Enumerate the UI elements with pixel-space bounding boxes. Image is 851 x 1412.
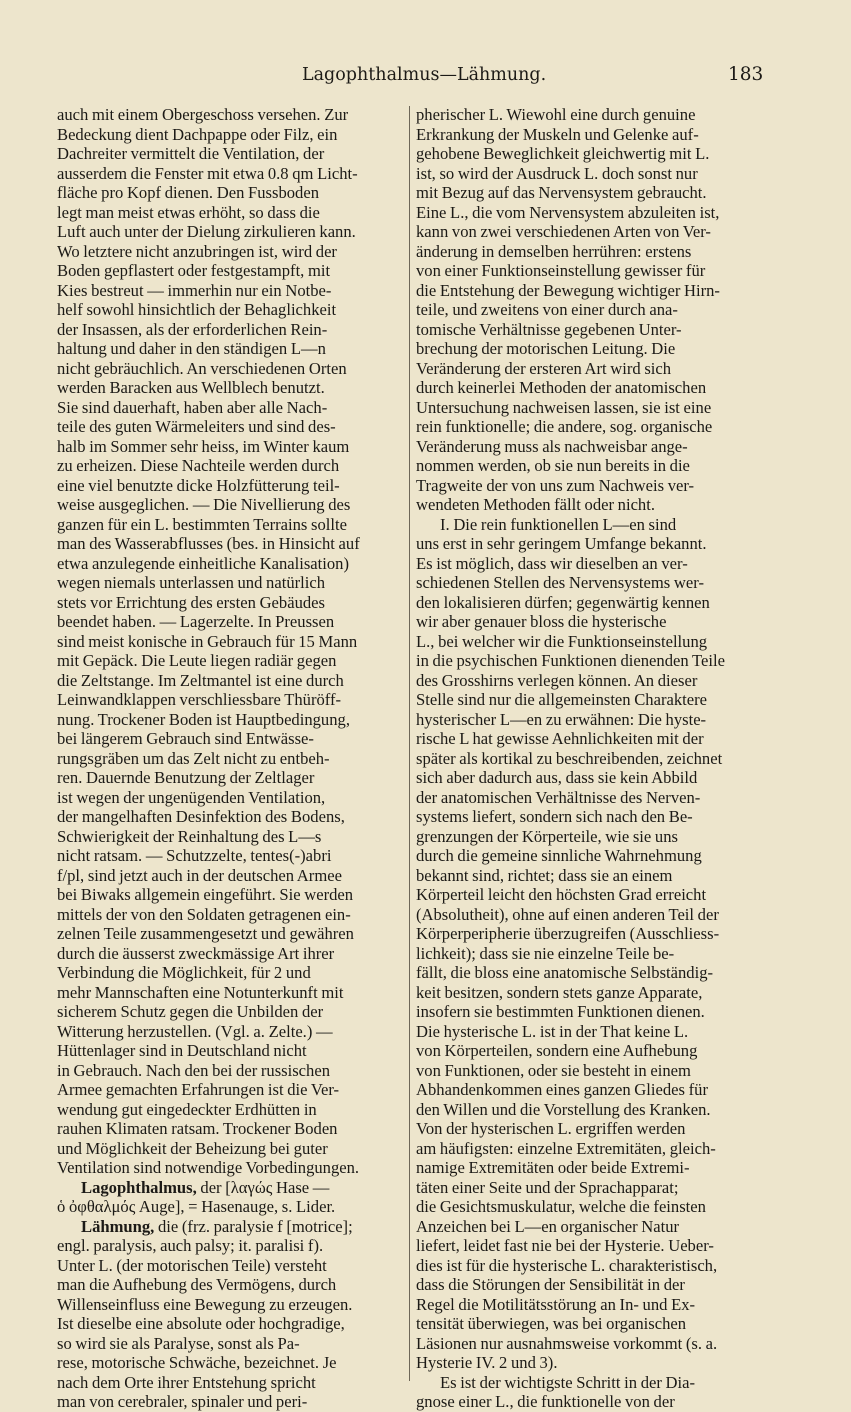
line-text: grenzungen der Körperteile, wie sie uns [416, 826, 678, 846]
line-text: zu erheizen. Diese Nachteile werden durch [57, 456, 340, 475]
line-text: wendeten Methoden fällt oder nicht. [416, 495, 655, 514]
line-text: rische L hat gewisse Aehnlichkeiten mit der [416, 729, 704, 748]
line-text: Schwierigkeit der Reinhaltung des L—s [57, 826, 322, 846]
text-line [57, 281, 404, 301]
text-line [57, 554, 404, 574]
line-text: in Gebrauch. Nach den bei der russischen [57, 1060, 331, 1080]
line-text: Wo letztere nicht anzubringen ist, wird der [57, 241, 337, 261]
line-text: sicherem Schutz gegen die Unbilden der [57, 1002, 324, 1021]
text-line [416, 1061, 764, 1081]
line-text: nach dem Orte ihrer Entstehung spricht [57, 1372, 316, 1392]
text-line [416, 554, 764, 574]
line-text: fläche pro Kopf dienen. Den Fussboden [57, 183, 320, 202]
text-line [57, 807, 404, 827]
text-line [416, 242, 764, 262]
line-text: auch mit einem Obergeschoss versehen. Zur [57, 105, 349, 124]
line-text: mittels der von den Soldaten getragenen ein- [57, 904, 351, 924]
text-line [416, 183, 764, 203]
line-text: fällt, die bloss eine anatomische Selbständig- [416, 963, 714, 982]
right-column [416, 105, 764, 1412]
line-text: liefert, leidet fast nie bei der Hysterie. Ueber- [416, 1236, 714, 1255]
line-text: Sie sind dauerhaft, haben aber alle Nach- [57, 397, 328, 417]
text-line [416, 203, 764, 223]
text-line [416, 788, 764, 808]
text-line [57, 710, 404, 730]
text-line [57, 203, 404, 223]
text-line [57, 1041, 404, 1061]
line-text: Abhandenkommen eines ganzen Gliedes für [416, 1080, 708, 1099]
text-line [416, 573, 764, 593]
entry-line [57, 1217, 404, 1237]
line-text: stets vor Errichtung des ersten Gebäudes [57, 592, 325, 612]
text-line [416, 1392, 764, 1412]
line-text: nicht gebräuchlich. An verschiedenen Orten [57, 358, 347, 378]
text-line [416, 1197, 764, 1217]
line-text: Leinwandklappen verschliessbare Thüröff- [57, 690, 342, 709]
line-text: I. Die rein funktionellen L—en sind [440, 514, 677, 534]
text-line [416, 1295, 764, 1315]
text-line [416, 456, 764, 476]
line-text: kann von zwei verschiedenen Arten von Ver- [416, 222, 711, 241]
line-text: insofern sie bestimmten Funktionen dienen. [416, 1002, 705, 1021]
line-text: Hüttenlager sind in Deutschland nicht [57, 1041, 307, 1060]
text-line [416, 125, 764, 145]
line-text: werden Baracken aus Wellblech benutzt. [57, 378, 325, 397]
line-text: Bedeckung dient Dachpappe oder Filz, ein [57, 124, 338, 144]
line-text: Tragweite der von uns zum Nachweis ver- [416, 475, 695, 495]
line-text: den lokalisieren dürfen; gegenwärtig kennen [416, 592, 710, 612]
line-text: der mangelhaften Desinfektion des Bodens, [57, 807, 345, 826]
line-text: den Willen und die Vorstellung des Kranken. [416, 1099, 711, 1119]
text-line [57, 105, 404, 125]
text-line [416, 768, 764, 788]
line-text: Boden gepflastert oder festgestampft, mit [57, 261, 331, 280]
line-text: haltung und daher in den ständigen L—n [57, 339, 326, 358]
text-line [57, 261, 404, 281]
line-text: lichkeit); dass sie nie einzelne Teile be- [416, 943, 675, 963]
text-line [57, 768, 404, 788]
text-line [416, 671, 764, 691]
text-line [57, 983, 404, 1003]
text-line [57, 417, 404, 437]
text-line [57, 1100, 404, 1120]
text-line [57, 222, 404, 242]
text-line [57, 885, 404, 905]
text-line [57, 437, 404, 457]
line-text: beendet haben. — Lagerzelte. In Preussen [57, 612, 335, 631]
text-line [57, 846, 404, 866]
text-line [416, 710, 764, 730]
text-line [416, 1314, 764, 1334]
text-line [416, 924, 764, 944]
left-column [57, 105, 404, 1412]
line-text: Veränderung der ersteren Art wird sich [416, 358, 672, 378]
text-line [416, 437, 764, 457]
text-line [416, 1100, 764, 1120]
line-text: rungsgräben um das Zelt nicht zu entbeh- [57, 748, 330, 768]
text-line [57, 183, 404, 203]
text-line [57, 827, 404, 847]
text-line [57, 944, 404, 964]
line-text: uns erst in sehr geringem Umfange bekannt. [416, 534, 707, 553]
line-text: Von der hysterischen L. ergriffen werden [416, 1119, 686, 1138]
line-text: etwa anzulegende einheitliche Kanalisation) [57, 553, 349, 573]
line-text: hysterischer L—en zu erwähnen: Die hyste- [416, 709, 707, 729]
text-line [57, 476, 404, 496]
text-line [57, 749, 404, 769]
line-text: wendung gut eingedeckter Erdhütten in [57, 1099, 317, 1119]
text-line [57, 905, 404, 925]
line-text: Ventilation sind notwendige Vorbedingungen. [57, 1158, 360, 1177]
line-text: und Möglichkeit der Beheizung bei guter [57, 1138, 328, 1158]
line-text: von Körperteilen, sondern eine Aufhebung [416, 1041, 698, 1060]
text-line [416, 632, 764, 652]
line-text: legt man meist etwas erhöht, so dass die [57, 202, 320, 222]
line-text: ist, so wird der Ausdruck L. doch sonst nur [416, 163, 698, 183]
headword: Lagophthalmus, [81, 1177, 197, 1197]
line-text: Armee gemachten Erfahrungen ist die Ver- [57, 1080, 340, 1099]
text-line [416, 846, 764, 866]
line-text: eine viel benutzte dicke Holzfütterung teil- [57, 475, 340, 495]
text-line [57, 788, 404, 808]
text-line [416, 866, 764, 886]
line-text: wegen niemals unterlassen und natürlich [57, 573, 326, 592]
text-line [57, 1373, 404, 1393]
line-text: ren. Dauernde Benutzung der Zeltlager [57, 768, 315, 787]
text-line [57, 729, 404, 749]
text-line [57, 534, 404, 554]
text-line [416, 593, 764, 613]
headword: Lähmung, [81, 1216, 155, 1236]
text-line [416, 476, 764, 496]
text-line [57, 1275, 404, 1295]
text-line [416, 905, 764, 925]
text-line [57, 1197, 404, 1217]
line-text: die Zeltstange. Im Zeltmantel ist eine durch [57, 670, 344, 690]
text-line [57, 1002, 404, 1022]
text-line [416, 944, 764, 964]
line-text: wir aber genauer bloss die hysterische [416, 612, 667, 631]
line-text: engl. paralysis, auch palsy; it. paralisi f). [57, 1236, 324, 1255]
text-line [416, 827, 764, 847]
text-line [416, 983, 764, 1003]
line-text: sind meist konische in Gebrauch für 15 Mann [57, 631, 358, 651]
text-line [57, 359, 404, 379]
line-text: des Grosshirns verlegen können. An dieser [416, 670, 698, 690]
line-text: helf sowohl hinsichtlich der Behaglichkeit [57, 300, 337, 319]
line-text: systems liefert, sondern sich nach den Be- [416, 807, 693, 826]
line-text: Luft auch unter der Dielung zirkulieren kann. [57, 222, 356, 241]
text-line [416, 1373, 764, 1393]
text-line [57, 398, 404, 418]
text-line [416, 729, 764, 749]
text-line [416, 1119, 764, 1139]
line-text: rese, motorische Schwäche, bezeichnet. Je [57, 1353, 337, 1372]
line-text: der Insassen, als der erforderlichen Rein- [57, 319, 328, 339]
text-line [57, 1061, 404, 1081]
line-text: f/pl, sind jetzt auch in der deutschen Armee [57, 865, 342, 885]
line-text: ist wegen der ungenügenden Ventilation, [57, 787, 326, 807]
text-line [57, 144, 404, 164]
running-head [0, 62, 851, 88]
line-text: keit besitzen, sondern stets ganze Apparate, [416, 982, 703, 1002]
line-text: teile, und zweitens von einer durch ana- [416, 300, 678, 319]
line-text: rein funktionelle; die andere, sog. organische [416, 417, 713, 436]
text-line [416, 144, 764, 164]
line-text: schiedenen Stellen des Nervensystems wer- [416, 573, 704, 592]
line-text: durch keinerlei Methoden der anatomischen [416, 378, 707, 397]
text-line [416, 300, 764, 320]
text-line [416, 222, 764, 242]
text-line [416, 1041, 764, 1061]
text-line [57, 671, 404, 691]
line-text: rauhen Klimaten ratsam. Trockener Boden [57, 1119, 338, 1138]
text-line [57, 1334, 404, 1354]
text-line [416, 378, 764, 398]
text-line [416, 261, 764, 281]
text-line [57, 339, 404, 359]
text-line [416, 1353, 764, 1373]
line-text: von einer Funktionseinstellung gewisser für [416, 261, 706, 280]
line-text: mehr Mannschaften eine Notunterkunft mit [57, 982, 344, 1002]
line-text: Witterung herzustellen. (Vgl. a. Zelte.) — [57, 1021, 333, 1041]
line-text: nung. Trockener Boden ist Hauptbedingung, [57, 709, 350, 729]
line-text: änderung in demselben herrühren: erstens [416, 241, 692, 261]
line-text: Unter L. (der motorischen Teile) versteht [57, 1255, 327, 1275]
line-text: pherischer L. Wiewohl eine durch genuine [416, 105, 696, 124]
text-line [57, 515, 404, 535]
text-line [416, 1217, 764, 1237]
line-text: Körperperipherie überzugreifen (Ausschliess- [416, 924, 720, 943]
line-text: durch die gemeine sinnliche Wahrnehmung [416, 846, 702, 865]
text-line [416, 1178, 764, 1198]
text-line [57, 378, 404, 398]
line-text: Eine L., die vom Nervensystem abzuleiten ist, [416, 202, 720, 222]
line-text: Veränderung muss als nachweisbar ange- [416, 436, 688, 456]
line-text: Die hysterische L. ist in der That keine L. [416, 1021, 689, 1041]
line-text: Regel die Motilitätsstörung an In- und Ex- [416, 1294, 696, 1314]
text-line [416, 612, 764, 632]
line-text: nommen werden, ob sie nun bereits in die [416, 456, 690, 475]
text-line [57, 866, 404, 886]
text-line [57, 1158, 404, 1178]
text-line [416, 1256, 764, 1276]
line-text: bekannt sind, richtet; dass sie an einem [416, 865, 673, 885]
text-line [57, 593, 404, 613]
line-text: so wird sie als Paralyse, sonst als Pa- [57, 1333, 300, 1353]
text-line [416, 515, 764, 535]
line-text: teile des guten Wärmeleiters und sind des- [57, 417, 336, 436]
line-text: Untersuchung nachweisen lassen, sie ist eine [416, 397, 712, 417]
line-text: man die Aufhebung des Vermögens, durch [57, 1275, 337, 1294]
text-line [416, 320, 764, 340]
text-line [57, 612, 404, 632]
text-line [416, 1022, 764, 1042]
line-text: am häufigsten: einzelne Extremitäten, gleich- [416, 1138, 716, 1158]
text-line [57, 651, 404, 671]
line-text: Hysterie IV. 2 und 3). [416, 1353, 558, 1372]
line-text: die Entstehung der Bewegung wichtiger Hirn- [416, 280, 720, 300]
line-text: tomische Verhältnisse gegebenen Unter- [416, 319, 682, 339]
text-line [416, 1158, 764, 1178]
line-text: halb im Sommer sehr heiss, im Winter kaum [57, 436, 350, 456]
line-text: Stelle sind nur die allgemeinsten Charaktere [416, 690, 708, 709]
line-text: ὁ ὀφθαλμός Auge], = Hasenauge, s. Lider. [57, 1197, 336, 1216]
text-line [57, 963, 404, 983]
line-text: bei längerem Gebrauch sind Entwässe- [57, 729, 314, 748]
text-line [57, 573, 404, 593]
line-text: Verbindung die Möglichkeit, für 2 und [57, 963, 311, 982]
line-text: L., bei welcher wir die Funktionseinstellung [416, 631, 708, 651]
line-text: ganzen für ein L. bestimmten Terrains sollte [57, 514, 347, 534]
line-text: gehobene Beweglichkeit gleichwertig mit L. [416, 144, 710, 163]
text-line [416, 1334, 764, 1354]
line-text: sich aber dadurch aus, dass sie kein Abbild [416, 768, 698, 787]
text-line [416, 651, 764, 671]
text-line [416, 417, 764, 437]
text-line [416, 690, 764, 710]
line-text: der [λαγώς Hase — [196, 1177, 330, 1197]
text-line [416, 1236, 764, 1256]
line-text: mit Gepäck. Die Leute liegen radiär gegen [57, 651, 337, 670]
text-line [416, 1139, 764, 1159]
text-line [57, 242, 404, 262]
page-number: 183 [728, 64, 764, 85]
text-line [416, 359, 764, 379]
line-text: nicht ratsam. — Schutzzelte, tentes(-)abri [57, 846, 332, 865]
line-text: gnose einer L., die funktionelle von der [416, 1392, 675, 1411]
line-text: bei Biwaks allgemein eingeführt. Sie werden [57, 885, 354, 904]
text-line [57, 300, 404, 320]
text-line [57, 632, 404, 652]
text-line [57, 1236, 404, 1256]
text-line [416, 1080, 764, 1100]
line-text: mit Bezug auf das Nervensystem gebraucht. [416, 183, 707, 202]
text-line [416, 534, 764, 554]
line-text: Es ist der wichtigste Schritt in der Dia- [440, 1372, 696, 1392]
line-text: Erkrankung der Muskeln und Gelenke auf- [416, 124, 699, 144]
line-text: (Absolutheit), ohne auf einen anderen Teil der [416, 904, 719, 924]
text-line [57, 924, 404, 944]
text-line [416, 885, 764, 905]
running-title: Lagophthalmus—Lähmung. [302, 65, 547, 85]
text-line [416, 963, 764, 983]
line-text: dass die Störungen der Sensibilität in der [416, 1275, 685, 1294]
text-line [57, 1080, 404, 1100]
text-line [57, 1392, 404, 1412]
line-text: später als kortikal zu beschreibenden, zeichnet [416, 748, 723, 768]
line-text: von Funktionen, oder sie besteht in einem [416, 1060, 691, 1080]
line-text: der anatomischen Verhältnisse des Nerven- [416, 787, 701, 807]
text-line [416, 495, 764, 515]
line-text: brechung der motorischen Leitung. Die [416, 339, 676, 358]
line-text: ausserdem die Fenster mit etwa 0.8 qm Licht- [57, 163, 358, 183]
line-text: Läsionen nur ausnahmsweise vorkommt (s. a. [416, 1333, 718, 1353]
text-line [416, 1275, 764, 1295]
text-line [416, 398, 764, 418]
line-text: Kies bestreut — immerhin nur ein Notbe- [57, 280, 332, 300]
line-text: tensität überwiegen, was bei organischen [416, 1314, 687, 1333]
line-text: Dachreiter vermittelt die Ventilation, der [57, 144, 325, 163]
text-line [416, 105, 764, 125]
line-text: man des Wasserabflusses (bes. in Hinsicht auf [57, 534, 360, 553]
text-line [57, 1314, 404, 1334]
line-text: Körperteil leicht den höchsten Grad erreicht [416, 885, 707, 904]
entry-line [57, 1178, 404, 1198]
text-line [57, 164, 404, 184]
text-line [416, 164, 764, 184]
line-text: in die psychischen Funktionen dienenden Teile [416, 651, 725, 670]
line-text: weise ausgeglichen. — Die Nivellierung des [57, 495, 351, 514]
line-text: Ist dieselbe eine absolute oder hochgradige, [57, 1314, 345, 1333]
line-text: Anzeichen bei L—en organischer Natur [416, 1216, 680, 1236]
text-line [57, 1022, 404, 1042]
line-text: die (frz. paralysie f [motrice]; [154, 1216, 353, 1236]
text-line [57, 1119, 404, 1139]
line-text: dies ist für die hysterische L. charakteristisch, [416, 1255, 718, 1275]
text-line [416, 807, 764, 827]
text-line [57, 456, 404, 476]
text-line [57, 495, 404, 515]
text-line [57, 1295, 404, 1315]
text-line [416, 1002, 764, 1022]
line-text: durch die äusserst zweckmässige Art ihrer [57, 943, 335, 963]
text-line [57, 320, 404, 340]
text-line [57, 690, 404, 710]
text-line [57, 125, 404, 145]
column-divider [409, 106, 410, 1381]
text-line [57, 1139, 404, 1159]
line-text: Willenseinfluss eine Bewegung zu erzeugen. [57, 1294, 353, 1314]
line-text: täten einer Seite und der Sprachapparat; [416, 1177, 679, 1197]
text-line [416, 281, 764, 301]
line-text: man von cerebraler, spinaler und peri- [57, 1392, 308, 1411]
line-text: Es ist möglich, dass wir dieselben an ver- [416, 553, 688, 573]
line-text: die Gesichtsmuskulatur, welche die feinsten [416, 1197, 706, 1216]
line-text: namige Extremitäten oder beide Extremi- [416, 1158, 690, 1177]
text-line [57, 1256, 404, 1276]
text-line [57, 1353, 404, 1373]
text-line [416, 339, 764, 359]
text-line [416, 749, 764, 769]
line-text: zelnen Teile zusammengesetzt und gewähren [57, 924, 354, 943]
